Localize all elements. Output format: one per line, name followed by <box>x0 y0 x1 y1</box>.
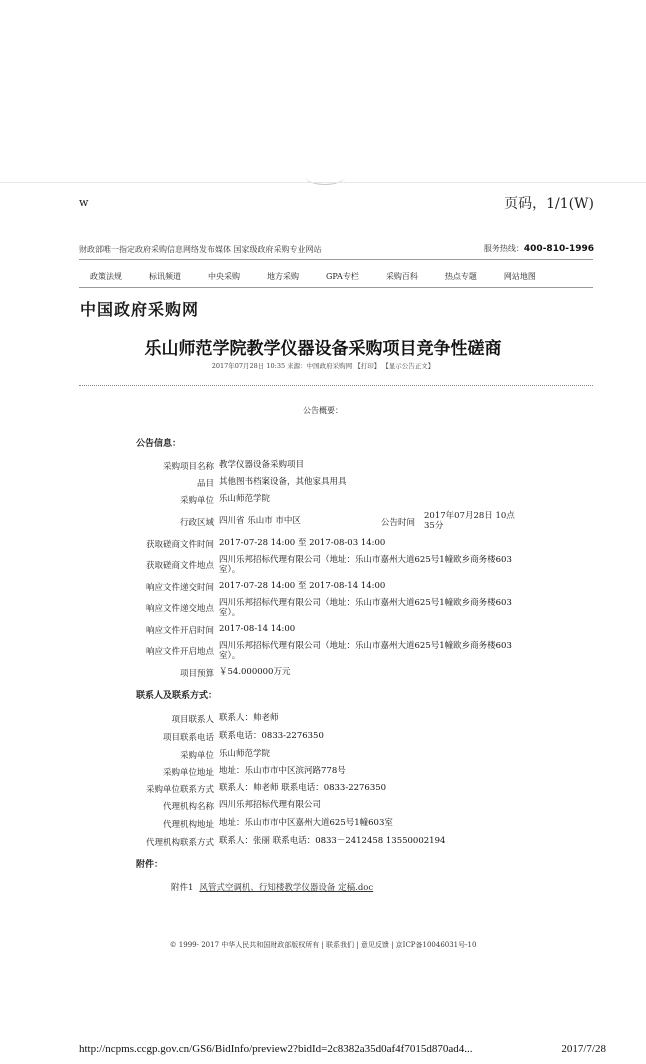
row-value-secondary: 2017年07月28日 10点35分 <box>424 511 515 531</box>
nav-gpa[interactable]: GPA专栏 <box>326 272 359 281</box>
row-label: 采购项目名称 <box>162 462 214 472</box>
article-meta: 2017年07月28日 10:35 来源：中国政府采购网 【打印】 【显示公告正文】 <box>211 362 435 370</box>
main-nav <box>79 271 593 282</box>
blank-scan-margin <box>0 0 646 182</box>
attachment-item <box>171 881 373 893</box>
row-value: 联系人：张丽 联系电话：0833－2412458 13550002194 <box>219 836 446 846</box>
row-value: 乐山师范学院 <box>219 749 271 759</box>
top-divider <box>79 259 593 260</box>
row-value: 教学仪器设备采购项目 <box>219 460 305 470</box>
row-label: 代理机构联系方式 <box>145 838 214 848</box>
row-value: 地址：乐山市市中区滨河路778号 <box>219 766 346 776</box>
nav-local[interactable]: 地方采购 <box>267 272 299 281</box>
row-value: 联系人：帅老师 <box>219 713 279 723</box>
row-label: 采购单位 <box>179 496 214 506</box>
hotline-label: 服务热线： <box>483 244 524 253</box>
row-value: 其他图书档案设备，其他家具用具 <box>219 477 347 487</box>
row-value: 2017-07-28 14:00 至 2017-08-03 14:00 <box>219 538 386 548</box>
row-value: 四川乐邦招标代理有限公司（地址：乐山市嘉州大道625号1幢欧乡商务楼603室）。 <box>219 555 512 575</box>
row-value: 地址：乐山市市中区嘉州大道625号1幢603室 <box>219 818 393 828</box>
row-label: 采购单位地址 <box>162 768 214 778</box>
site-footer: © 1999- 2017 中华人民共和国财政部版权所有 | 联系我们 | 意见反馈 | 京ICP备10046031号-10 <box>169 941 477 949</box>
row-label: 采购单位联系方式 <box>145 785 214 795</box>
summary-heading: 公告概要： <box>303 406 343 415</box>
nav-central[interactable]: 中央采购 <box>208 272 240 281</box>
row-value: 四川乐邦招标代理有限公司（地址：乐山市嘉州大道625号1幢欧乡商务楼603室）。 <box>219 598 512 618</box>
print-footer-date: 2017/7/28 <box>561 1043 606 1055</box>
row-label: 项目预算 <box>179 669 214 679</box>
nav-sitemap[interactable]: 网站地图 <box>503 272 536 281</box>
row-label: 响应文件递交地点 <box>145 604 214 614</box>
row-value: 2017-07-28 14:00 至 2017-08-14 14:00 <box>219 581 386 591</box>
row-label: 代理机构名称 <box>162 802 214 812</box>
attachment-link[interactable]: 风管式空调机、行知楼教学仪器设备 定稿.doc <box>199 883 374 893</box>
row-value: 乐山师范学院 <box>219 494 271 504</box>
row-label: 项目联系人 <box>171 715 214 725</box>
site-tagline: 财政部唯一指定政府采购信息网络发布媒体 国家级政府采购专业网站 <box>79 245 322 254</box>
row-label-secondary: 公告时间 <box>381 518 416 528</box>
nav-topics[interactable]: 热点专题 <box>444 272 477 281</box>
print-footer-url: http://ncpms.ccgp.gov.cn/GS6/BidInfo/preview2?bidId=2c8382a35d0af4f7015d870ad4... <box>79 1043 473 1055</box>
row-label: 采购单位 <box>179 751 214 761</box>
attachment-label: 附件1 <box>171 883 194 893</box>
row-label: 项目联系电话 <box>162 733 214 743</box>
row-label: 获取磋商文件时间 <box>145 540 214 550</box>
nav-policy[interactable]: 政策法规 <box>90 272 122 281</box>
attachments-heading: 附件： <box>136 860 164 870</box>
hotline-number[interactable]: 400-810-1996 <box>523 244 594 254</box>
service-hotline <box>484 243 594 254</box>
contacts-heading: 联系人及联系方式： <box>136 691 218 701</box>
site-logo[interactable]: 中国政府采购网 <box>80 300 200 319</box>
row-value: 联系人：帅老师 联系电话：0833-2276350 <box>219 783 387 793</box>
row-label: 代理机构地址 <box>162 820 214 830</box>
notice-info-heading: 公告信息： <box>136 439 182 449</box>
nav-divider <box>79 287 593 288</box>
row-label: 行政区域 <box>179 518 214 528</box>
nav-encyclopedia[interactable]: 采购百科 <box>385 272 418 281</box>
page-title: 乐山师范学院教学仪器设备采购项目竞争性磋商 <box>144 339 502 359</box>
row-value: 联系电话：0833-2276350 <box>219 731 324 741</box>
row-value: 四川乐邦招标代理有限公司（地址：乐山市嘉州大道625号1幢欧乡商务楼603室）。 <box>219 641 512 661</box>
nav-tenders[interactable]: 标讯频道 <box>149 272 181 281</box>
row-label: 品目 <box>196 479 214 489</box>
budget-value: ￥54.000000万元 <box>219 667 291 677</box>
print-page-number: 页码，1/1(W) <box>504 196 594 212</box>
row-value: 2017-08-14 14:00 <box>219 624 296 634</box>
row-label: 响应文件开启时间 <box>145 626 214 636</box>
row-value: 四川乐邦招标代理有限公司 <box>219 800 322 810</box>
paper-edge <box>0 182 646 183</box>
row-label: 获取磋商文件地点 <box>145 561 214 571</box>
dotted-divider <box>79 385 593 386</box>
row-label: 响应文件递交时间 <box>145 583 214 593</box>
row-label: 响应文件开启地点 <box>145 647 214 657</box>
row-value: 四川省 乐山市 市中区 <box>219 516 301 526</box>
print-header-left: w <box>79 196 89 209</box>
